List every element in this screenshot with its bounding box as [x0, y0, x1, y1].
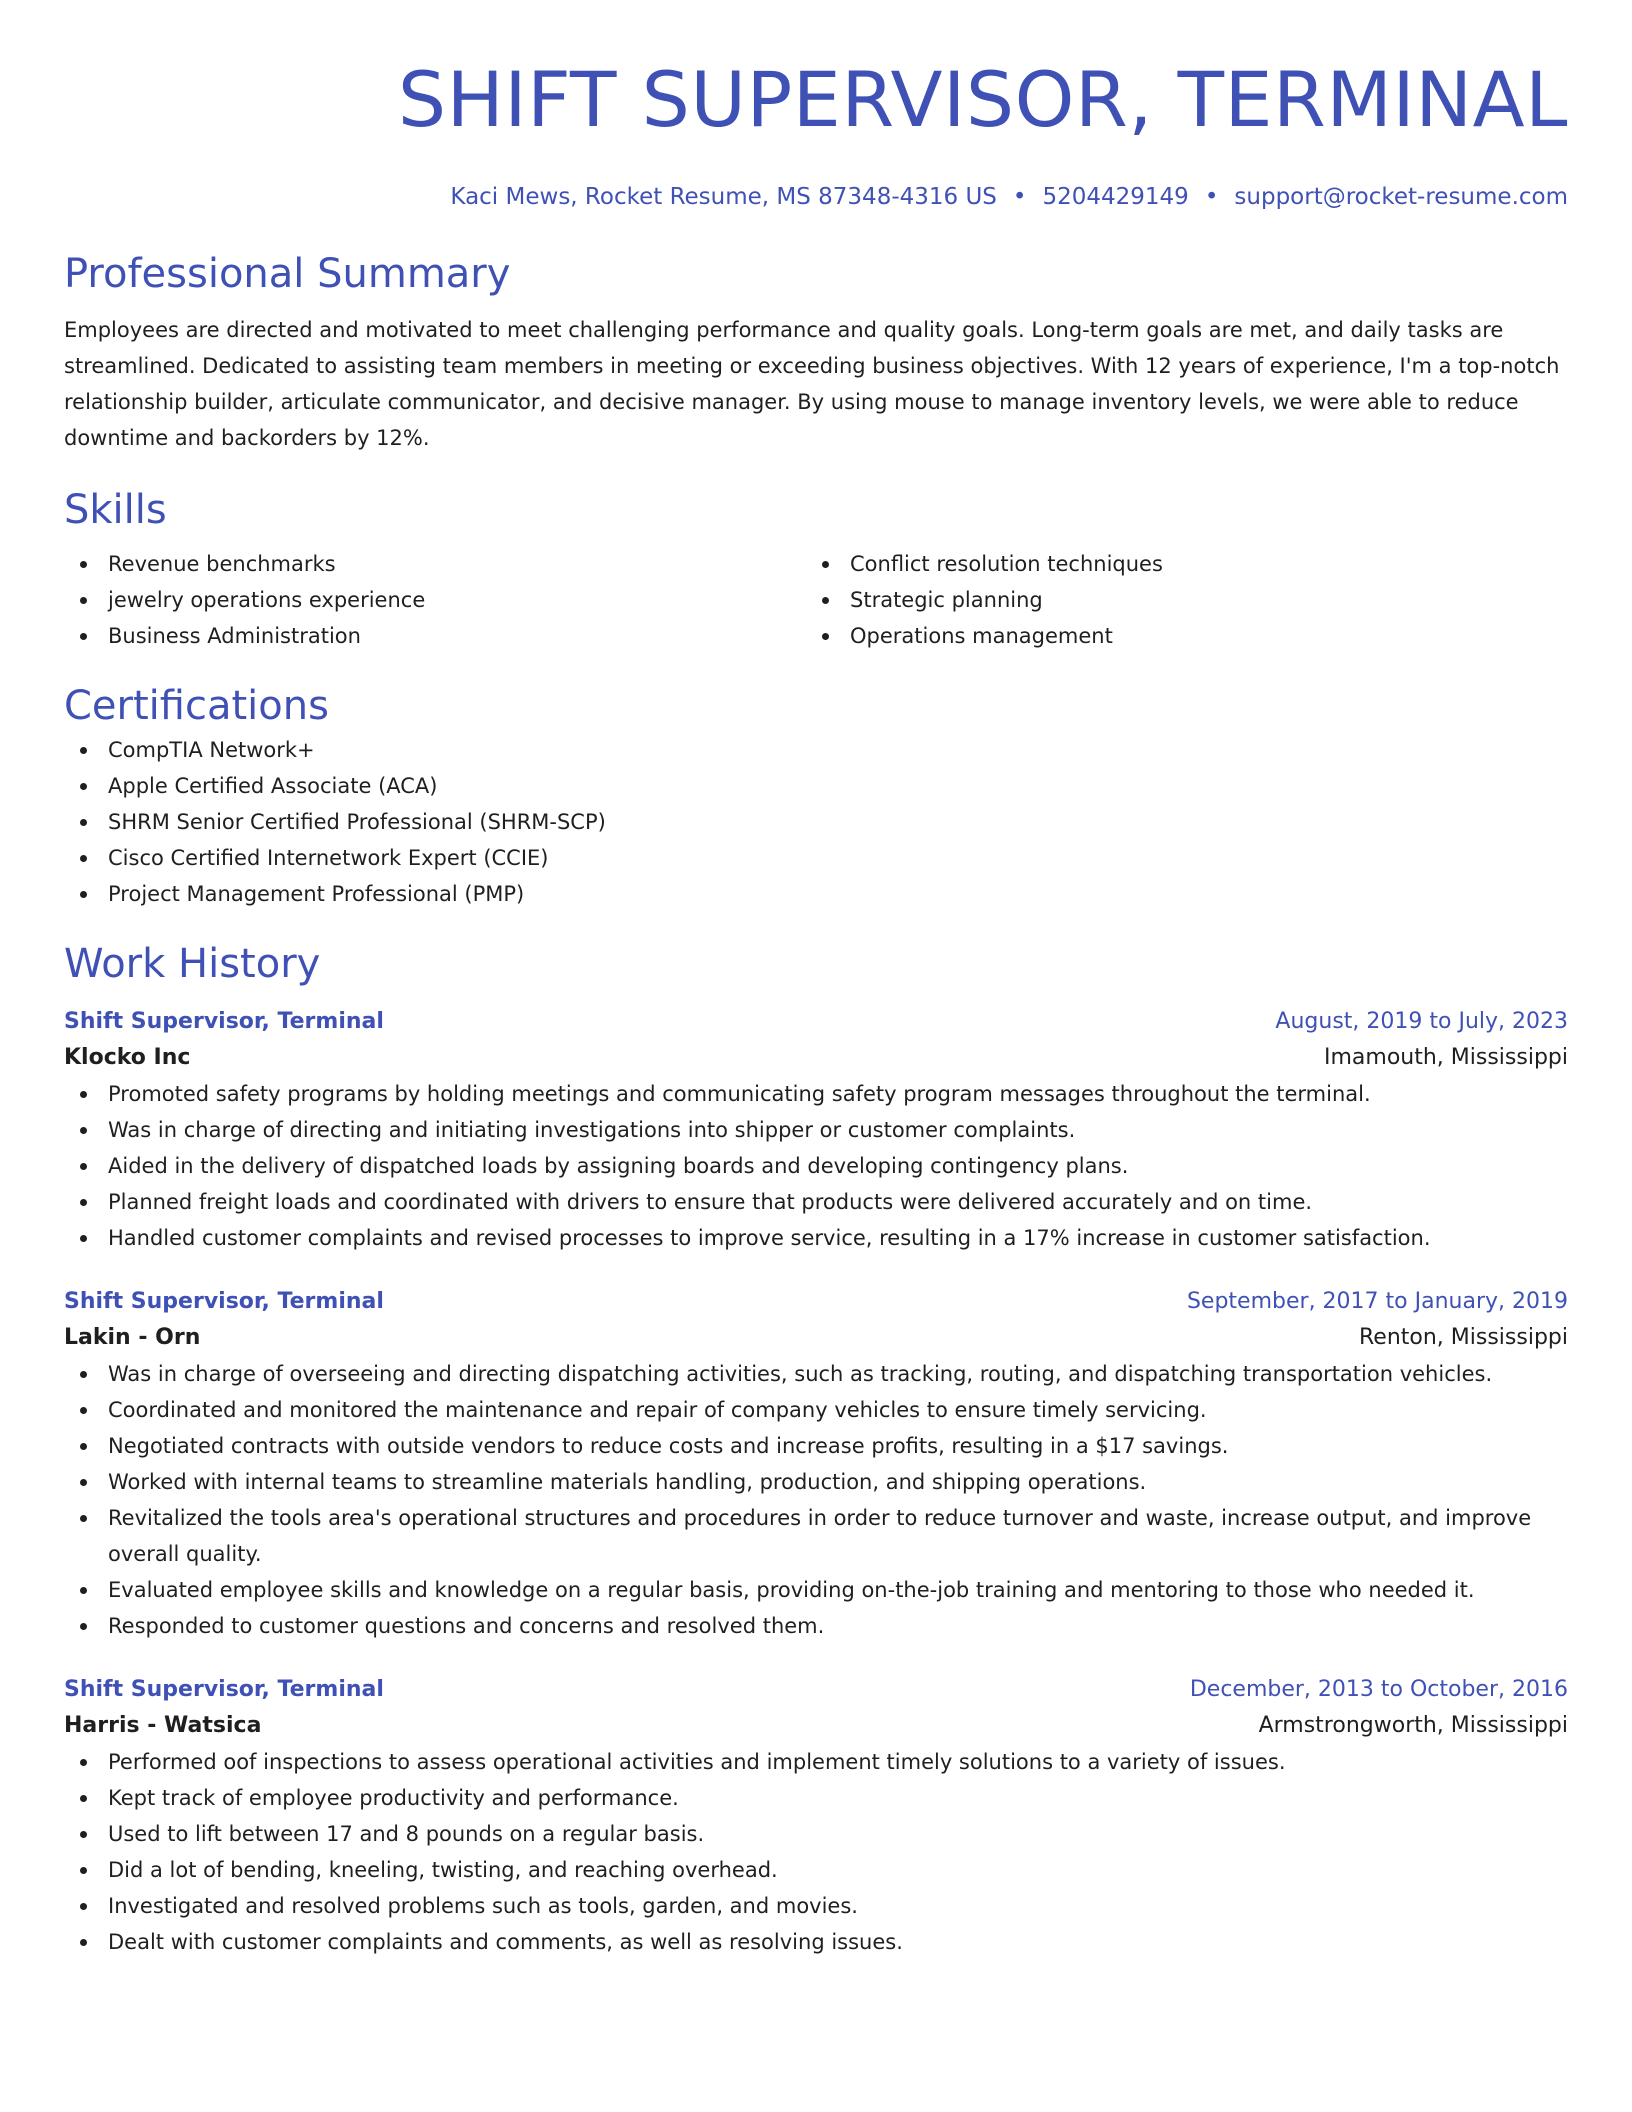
skills-grid — [64, 546, 1568, 654]
job-company-row — [64, 1040, 1568, 1076]
job-bullet: Coordinated and monitored the maintenance and repair of company vehicles to ensure timely servicing. — [64, 1392, 1568, 1428]
summary-heading: Professional Summary — [64, 251, 511, 297]
certification-item: Cisco Certified Internetwork Expert (CCIE) — [64, 840, 1568, 876]
certification-item: CompTIA Network+ — [64, 732, 1568, 768]
contact-separator: • — [1204, 184, 1219, 210]
skill-item: Business Administration — [64, 618, 806, 654]
certifications-list — [64, 732, 1568, 912]
contact-phone[interactable]: 5204429149 — [1042, 184, 1189, 210]
job-bullet: Did a lot of bending, kneeling, twisting, and reaching overhead. — [64, 1852, 1568, 1888]
skill-item: jewelry operations experience — [64, 582, 806, 618]
job-title: Shift Supervisor, Terminal — [64, 1677, 384, 1702]
certification-item: Project Management Professional (PMP) — [64, 876, 1568, 912]
job-company-row — [64, 1708, 1568, 1744]
job-bullet: Promoted safety programs by holding meetings and communicating safety program messages throughout the terminal. — [64, 1076, 1568, 1112]
work-history-heading: Work History — [64, 941, 321, 987]
summary-text: Employees are directed and motivated to meet challenging performance and quality goals. Long-term goals are met, and daily tasks are streamlined. Dedicated to assisting team members in meeting or exceeding business objectives. With 12 years of experience, I'm a top-notch relationship builder, articulate communicator, and decisive manager. By using mouse to manage inventory levels, we were able to reduce downtime and backorders by 12%. — [64, 318, 1560, 450]
job-title-row — [64, 1284, 1568, 1320]
job-location: Imamouth, Mississippi — [1324, 1045, 1568, 1070]
job-bullets — [64, 1076, 1568, 1256]
job-bullet: Evaluated employee skills and knowledge on a regular basis, providing on-the-job training and mentoring to those who needed it. — [64, 1572, 1568, 1608]
certification-item: SHRM Senior Certified Professional (SHRM-SCP) — [64, 804, 1568, 840]
job-dates: December, 2013 to October, 2016 — [1189, 1677, 1568, 1702]
job-title: Shift Supervisor, Terminal — [64, 1009, 384, 1034]
skills-list-right — [806, 546, 1548, 654]
job-entry — [64, 1672, 1568, 1960]
contact-line — [64, 182, 1568, 212]
job-company: Harris - Watsica — [64, 1713, 262, 1738]
job-bullet: Planned freight loads and coordinated with drivers to ensure that products were delivered accurately and on time. — [64, 1184, 1568, 1220]
job-location: Armstrongworth, Mississippi — [1258, 1713, 1568, 1738]
job-entry — [64, 1004, 1568, 1256]
job-dates: August, 2019 to July, 2023 — [1275, 1009, 1568, 1034]
skills-heading: Skills — [64, 487, 167, 533]
job-bullet: Kept track of employee productivity and performance. — [64, 1780, 1568, 1816]
job-company: Klocko Inc — [64, 1045, 191, 1070]
job-bullet: Dealt with customer complaints and comments, as well as resolving issues. — [64, 1924, 1568, 1960]
job-title-row — [64, 1672, 1568, 1708]
certification-item: Apple Certified Associate (ACA) — [64, 768, 1568, 804]
skill-item: Strategic planning — [806, 582, 1548, 618]
job-bullet: Responded to customer questions and concerns and resolved them. — [64, 1608, 1568, 1644]
job-bullet: Was in charge of directing and initiating investigations into shipper or customer complaints. — [64, 1112, 1568, 1148]
job-bullet: Investigated and resolved problems such as tools, garden, and movies. — [64, 1888, 1568, 1924]
contact-separator: • — [1012, 184, 1027, 210]
job-title: Shift Supervisor, Terminal — [64, 1289, 384, 1314]
job-bullet: Performed oof inspections to assess operational activities and implement timely solutions to a variety of issues. — [64, 1744, 1568, 1780]
job-bullet: Worked with internal teams to streamline materials handling, production, and shipping operations. — [64, 1464, 1568, 1500]
contact-address: Kaci Mews, Rocket Resume, MS 87348-4316 US — [450, 184, 997, 210]
resume-page — [64, 0, 1568, 1960]
job-bullet: Revitalized the tools area's operational structures and procedures in order to reduce turnover and waste, increase output, and improve overall quality. — [64, 1500, 1568, 1572]
job-bullets — [64, 1356, 1568, 1644]
job-company: Lakin - Orn — [64, 1325, 201, 1350]
skills-list-left — [64, 546, 806, 654]
skill-item: Operations management — [806, 618, 1548, 654]
job-bullets — [64, 1744, 1568, 1960]
job-dates: September, 2017 to January, 2019 — [1186, 1289, 1568, 1314]
job-bullet: Used to lift between 17 and 8 pounds on a regular basis. — [64, 1816, 1568, 1852]
job-bullet: Was in charge of overseeing and directing dispatching activities, such as tracking, routing, and dispatching transportation vehicles. — [64, 1356, 1568, 1392]
job-bullet: Negotiated contracts with outside vendors to reduce costs and increase profits, resulting in a $17 savings. — [64, 1428, 1568, 1464]
resume-title: SHIFT SUPERVISOR, TERMINAL — [397, 55, 1568, 144]
job-bullet: Handled customer complaints and revised processes to improve service, resulting in a 17% increase in customer satisfaction. — [64, 1220, 1568, 1256]
skill-item: Conflict resolution techniques — [806, 546, 1548, 582]
job-bullet: Aided in the delivery of dispatched loads by assigning boards and developing contingency plans. — [64, 1148, 1568, 1184]
certifications-heading: Certifications — [64, 683, 329, 729]
job-entry — [64, 1284, 1568, 1644]
job-location: Renton, Mississippi — [1359, 1325, 1568, 1350]
skill-item: Revenue benchmarks — [64, 546, 806, 582]
contact-email[interactable]: support@rocket-resume.com — [1234, 184, 1568, 210]
job-title-row — [64, 1004, 1568, 1040]
job-company-row — [64, 1320, 1568, 1356]
